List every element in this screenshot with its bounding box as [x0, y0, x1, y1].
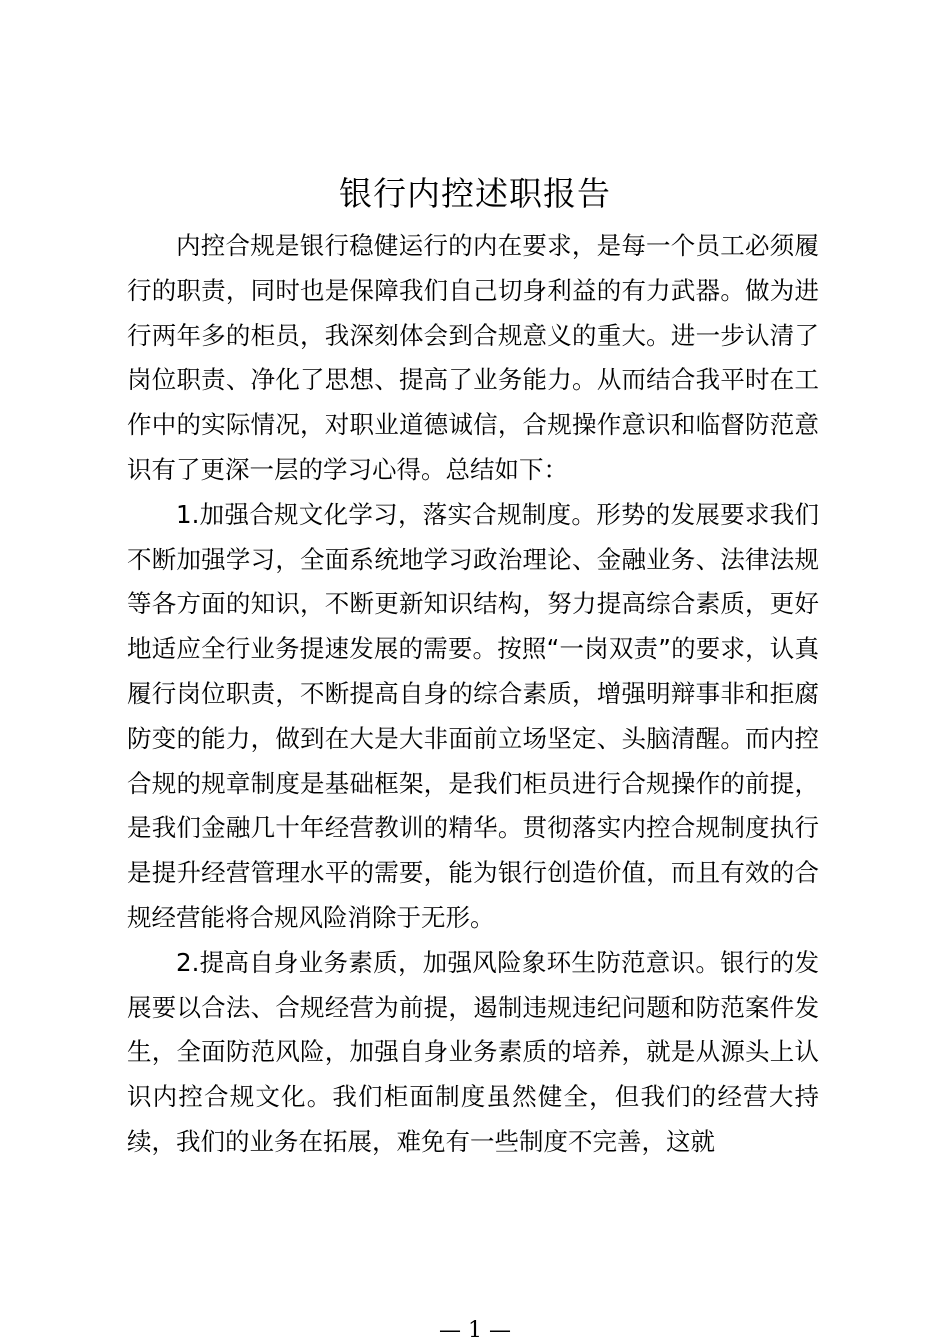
paragraph-section-1: 1.加强合规文化学习，落实合规制度。形势的发展要求我们不断加强学习，全面系统地学习政治理论、金融业务、法律法规等各方面的知识，不断更新知识结构，努力提高综合素质，更好地适应全行业务提速发展的需要。按照“一岗双责”的要求，认真履行岗位职责，不断提高自身的综合素质，增强明辩事非和拒腐防变的能力，做到在大是大非面前立场坚定、头脑清醒。而内控合规的规章制度是基础框架，是我们柜员进行合规操作的前提，是我们金融几十年经营教训的精华。贯彻落实内控合规制度执行是提升经营管理水平的需要，能为银行创造价值，而且有效的合规经营能将合规风险消除于无形。	[127, 499, 819, 932]
paragraph-section-2: 2.提高自身业务素质，加强风险象环生防范意识。银行的发展要以合法、合规经营为前提，遏制违规违纪问题和防范案件发生，全面防范风险，加强自身业务素质的培养，就是从源头上认识内控合规文化。我们柜面制度虽然健全，但我们的经营大持续，我们的业务在拓展，难免有一些制度不完善，这就	[127, 947, 819, 1156]
document-title: 银行内控述职报告	[339, 174, 611, 213]
paragraph-intro: 内控合规是银行稳健运行的内在要求，是每一个员工必须履行的职责，同时也是保障我们自己切身利益的有力武器。做为进行两年多的柜员，我深刻体会到合规意义的重大。进一步认清了岗位职责、净化了思想、提高了业务能力。从而结合我平时在工作中的实际情况，对职业道德诚信，合规操作意识和临督防范意识有了更深一层的学习心得。总结如下：	[127, 231, 819, 484]
page-number: — 1 —	[439, 1318, 511, 1343]
document-body	[127, 224, 819, 1165]
